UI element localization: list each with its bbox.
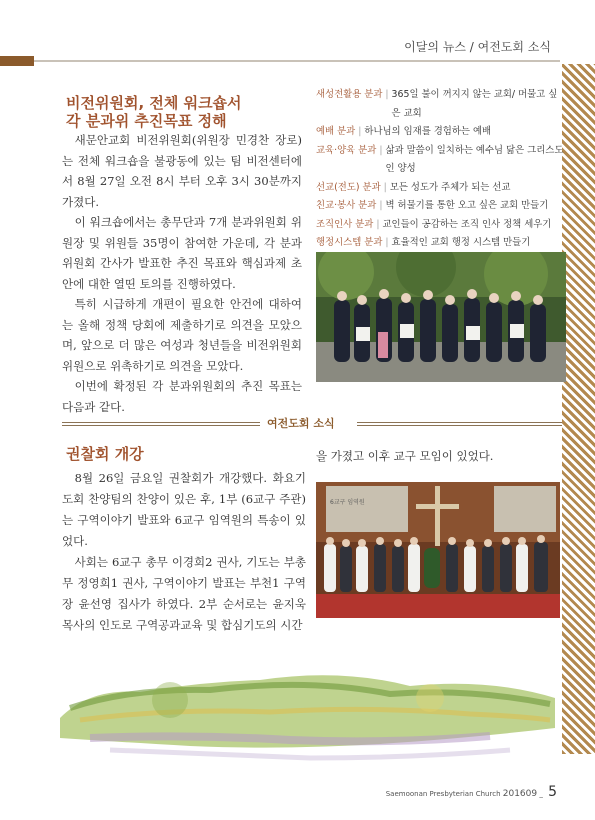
goal-item: 새성전활용 분과 | 365일 불이 꺼지지 않는 교회/ 머물고 싶은 교회 xyxy=(316,89,558,119)
goal-item: 조직인사 분과 | 교인들이 공감하는 조직 인사 정책 세우기 xyxy=(316,218,552,230)
paragraph: 새문안교회 비전위원회(위원장 민경찬 장로)는 전체 워크숍을 불광동에 있는 팀 비전센터에서 8월 27일 오전 8시 부터 오후 3시 30분까지 가졌다. xyxy=(62,133,302,209)
goal-item: 행정시스템 분과 | 효율적인 교회 행정 시스템 만들기 xyxy=(316,237,531,248)
paragraph: 사회는 6교구 총무 이경희2 권사, 기도는 부총무 정영희1 권사, 구역이야기 발표는 부천1 구역장 윤선영 집사가 하였다. 2부 순서로는 윤지욱 목사의 인도로 구역공과교육 및 합심기도의 시간 xyxy=(62,555,306,632)
paragraph: 8월 26일 금요일 권찰회가 개강했다. 화요기도회 찬양팀의 찬양이 있은 후, 1부 (6교구 주관)는 구역이야기 발표와 6교구 임역원의 특송이 있었다. xyxy=(62,471,306,548)
footer-issue: 201609 xyxy=(502,789,538,799)
paragraph: 이 워크숍에서는 총무단과 7개 분과위원회 위원장 및 위원들 35명이 참여한 가운데, 각 분과위원회 간사가 발표한 추진 목표와 핵심과제 초안에 대한 열띤 토의를 진행하였다. xyxy=(62,215,302,291)
footer-church: Saemoonan Presbyterian Church xyxy=(385,790,501,798)
watercolor-illustration xyxy=(50,658,560,768)
paragraph: 이번에 확정된 각 분과위원회의 추진 목표는 다음과 같다. xyxy=(62,379,302,414)
choir-photo xyxy=(316,482,560,618)
page-footer: Saemoonan Presbyterian Church 201609 _ 5 xyxy=(385,784,557,800)
paragraph: 특히 시급하게 개편이 필요한 안건에 대하여는 올해 정책 당회에 제출하기로 의견을 모았으며, 앞으로 더 많은 여성과 청년들을 비전위원회 위원으로 위촉하기로 의견을 모았다. xyxy=(62,297,302,373)
section-label: 여전도회 소식 xyxy=(267,417,335,430)
goal-item: 교육·양육 분과 | 삶과 말씀이 일치하는 예수님 닮은 그리스도인 양성 xyxy=(316,144,564,174)
article1-title-line1: 비전위원회, 전체 워크숍서 xyxy=(66,94,242,112)
page-number: 5 xyxy=(548,784,557,800)
group-photo xyxy=(316,252,566,382)
article2-continuation: 을 가졌고 이후 교구 모임이 있었다. xyxy=(316,449,494,463)
goal-item: 선교(전도) 분과 | 모든 성도가 주체가 되는 선교 xyxy=(316,181,511,193)
goal-item: 친교·봉사 분과 | 벽 허물기를 통한 오고 싶은 교회 만들기 xyxy=(316,200,549,211)
goals-list xyxy=(316,86,566,253)
side-stripe xyxy=(562,64,595,754)
header-accent xyxy=(0,56,34,66)
goal-item: 예배 분과 | 하나님의 임재를 경험하는 예배 xyxy=(316,126,492,137)
section-divider xyxy=(62,416,562,430)
running-header: 이달의 뉴스 / 여전도회 소식 xyxy=(404,40,551,54)
article1-body xyxy=(62,130,302,417)
article2-body xyxy=(62,468,306,636)
photo-banner-text: 6교구 임역원 xyxy=(330,499,365,506)
article1-title-line2: 각 분과위 추진목표 정해 xyxy=(66,112,227,130)
article2-title: 권찰회 개강 xyxy=(66,445,144,463)
header-rule xyxy=(0,60,560,62)
